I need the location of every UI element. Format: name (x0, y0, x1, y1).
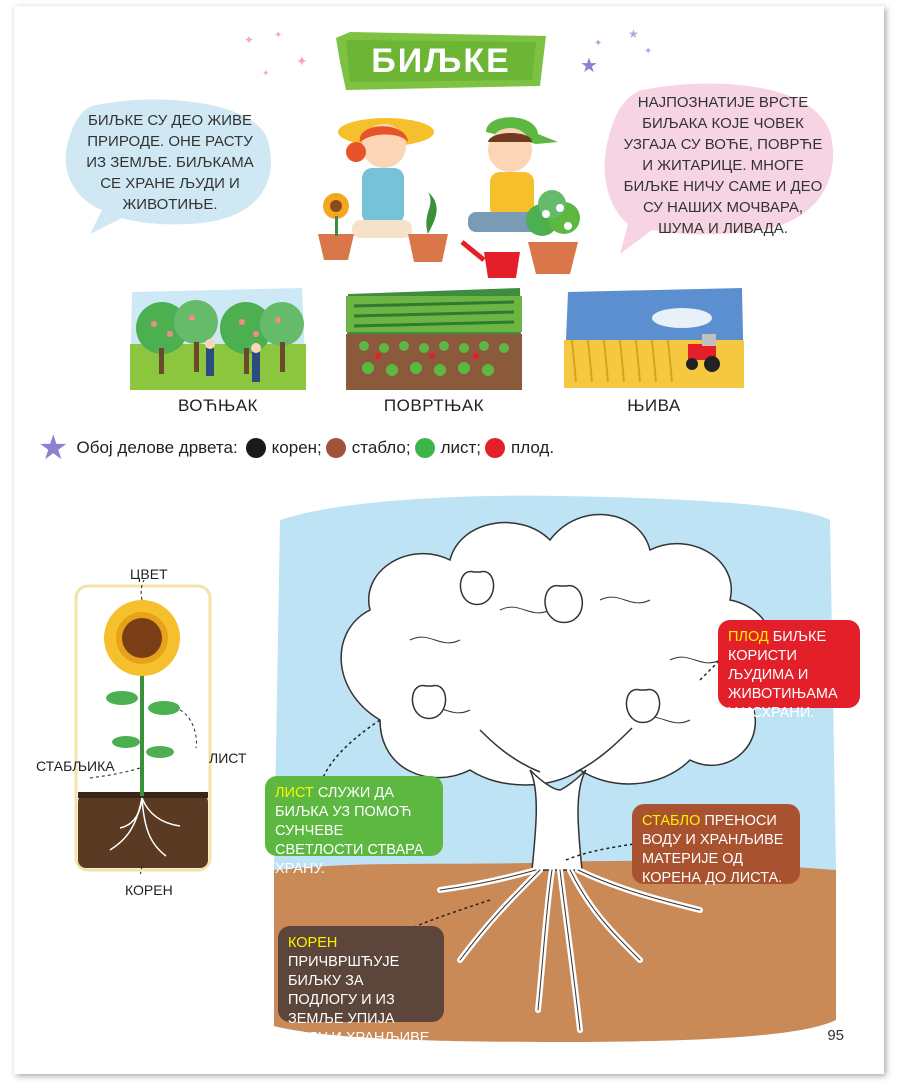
trunk-description: ПРЕНОСИ ВОДУ И ХРАНЉИВЕ МАТЕРИЈЕ ОД КОРЕНА ДО ЛИСТА. (642, 813, 784, 886)
plant-label-stem: СТАБЉИКА (36, 758, 115, 774)
page (14, 6, 884, 1074)
color-dot-green (415, 438, 435, 458)
svg-text:★: ★ (628, 27, 639, 41)
bubble-left-text: БИЉКЕ СУ ДЕО ЖИВЕ ПРИРОДЕ. ОНЕ РАСТУ ИЗ ЗЕМЉЕ. БИЉКАМА СЕ ХРАНЕ ЉУДИ И ЖИВОТИЊЕ. (86, 112, 254, 213)
coloring-instruction (38, 428, 554, 468)
instruction-item-fruit: плод. (511, 438, 555, 457)
color-dot-red (485, 438, 505, 458)
star-icon: ★ (38, 428, 69, 468)
orchard-scene (126, 288, 308, 392)
instruction-text: Обој делове дрвета: (76, 438, 238, 457)
root-keyword: КОРЕН (288, 935, 338, 951)
leaf-description: СЛУЖИ ДА БИЉКА УЗ ПОМОЋ СУНЧЕВЕ СВЕТЛОСТИ СТВАРА ХРАНУ. (275, 785, 424, 877)
page-number: 95 (827, 1027, 844, 1044)
svg-text:✦: ✦ (594, 38, 603, 49)
svg-text:✦: ✦ (644, 46, 653, 57)
trunk-keyword: СТАБЛО (642, 813, 701, 829)
instruction-item-trunk: стабло; (351, 438, 411, 457)
fruit-keyword: ПЛОД (728, 629, 769, 645)
svg-text:✦: ✦ (244, 33, 255, 47)
svg-text:✦: ✦ (296, 54, 308, 70)
svg-text:★: ★ (580, 53, 598, 77)
info-box-leaf (265, 776, 443, 877)
decorative-stars-right (574, 24, 664, 84)
bubble-right-text: НАЈПОЗНАТИЈЕ ВРСТЕ БИЉАКА КОЈЕ ЧОВЕК УЗГАЈА СУ ВОЋЕ, ПОВРЋЕ И ЖИТАРИЦЕ. МНОГЕ БИЉКЕ НИЧУ САМЕ И ДЕО СУ НАШИХ МОЧВАРА, ШУМА И ЛИВАДА. (623, 94, 823, 237)
vegetable-garden-scene (344, 286, 524, 392)
plant-label-flower: ЦВЕТ (130, 566, 168, 582)
leaf-keyword: ЛИСТ (275, 785, 314, 801)
svg-text:✦: ✦ (262, 69, 270, 79)
info-box-root (278, 926, 444, 1065)
title-banner (336, 32, 546, 90)
page-title: БИЉКЕ (371, 41, 511, 80)
svg-text:✦: ✦ (274, 30, 283, 41)
color-dot-brown (326, 438, 346, 458)
decorative-stars-left (234, 26, 324, 86)
plant-label-leaf: ЛИСТ (209, 750, 247, 766)
instruction-item-leaf: лист; (440, 438, 482, 457)
plant-label-root: КОРЕН (125, 882, 173, 898)
info-box-trunk (632, 804, 800, 884)
scene-label-orchard: ВОЋЊАК (178, 396, 258, 415)
field-scene (562, 288, 746, 390)
fruit-description: БИЉКЕ КОРИСТИ ЉУДИМА И ЖИВОТИЊАМА У ИСХРАНИ. (728, 629, 838, 721)
instruction-item-root: корен; (271, 438, 322, 457)
children-gardening-illustration (296, 102, 596, 282)
scene-label-field: ЊИВА (627, 396, 681, 415)
sunflower-diagram (70, 578, 220, 874)
info-box-fruit (718, 620, 860, 721)
scene-label-vegetable-garden: ПОВРТЊАК (383, 396, 485, 415)
color-dot-black (246, 438, 266, 458)
root-description: ПРИЧВРШЋУЈЕ БИЉКУ ЗА ПОДЛОГУ И ИЗ ЗЕМЉЕ УПИЈА ВОДУ И ХРАНЉИВЕ МАТЕРИЈЕ. (288, 954, 430, 1065)
